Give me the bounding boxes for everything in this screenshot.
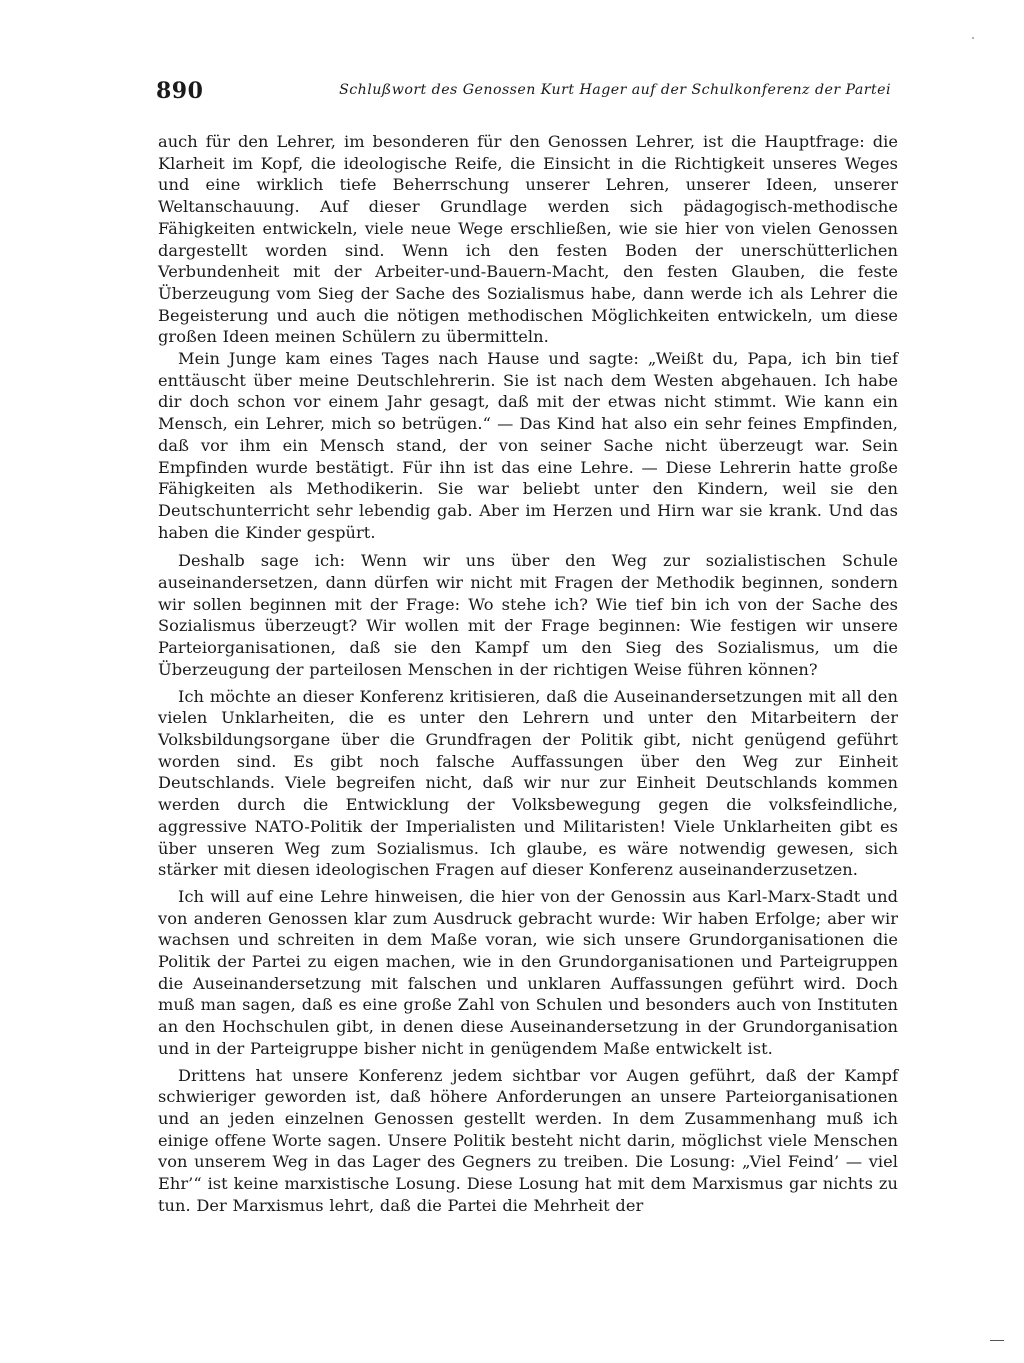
paragraph-4: Ich möchte an dieser Konferenz kritisieren, daß die Auseinandersetzungen mit all den vielen Unklarheiten, die es unter den Lehrern und unter den Mitarbeitern der Volksbildungsorgane über die Grundfragen der Politik gibt, nicht genügend geführt worden sind. Es gibt noch falsche Auffassungen über den Weg zur Einheit Deutschlands. Viele begreifen nicht, daß wir nur zur Einheit Deutschlands kommen werden durch die Entwicklung der Volksbewegung gegen die volksfeindliche, aggressive NATO-Politik der Imperialisten und Militaristen! Viele Unklarheiten gibt es über unseren Weg zum Sozialismus. Ich glaube, es wäre notwendig gewesen, sich stärker mit diesen ideologischen Fragen auf dieser Konferenz auseinanderzusetzen. bbox=[158, 686, 898, 880]
scan-mark bbox=[990, 1340, 1004, 1341]
running-head bbox=[156, 78, 891, 108]
paragraph-1: auch für den Lehrer, im besonderen für den Genossen Lehrer, ist die Hauptfrage: die Klarheit im Kopf, die ideologische Reife, die Einsicht in die Richtigkeit unseres Weges und eine wirklich tiefe Beherrschung unserer Lehren, unserer Ideen, unserer Weltanschauung. Auf dieser Grundlage werden sich pädagogisch-methodische Fähigkeiten entwickeln, viele neue Wege erschließen, wie sie hier von vielen Genossen dargestellt worden sind. Wenn ich den festen Boden der unerschütterlichen Verbundenheit mit der Arbeiter-und-Bauern-Macht, den festen Glauben, die feste Überzeugung vom Sieg der Sache des Sozialismus habe, dann werde ich als Lehrer die Begeisterung und auch die nötigen methodischen Möglichkeiten entwickeln, um diese großen Ideen meinen Schülern zu übermitteln. bbox=[158, 132, 898, 347]
body-text bbox=[158, 131, 898, 1216]
paragraph-6: Drittens hat unsere Konferenz jedem sichtbar vor Augen geführt, daß der Kampf schwieriger geworden ist, daß höhere Anforderungen an unsere Parteiorganisationen und an jeden einzelnen Genossen gestellt werden. In dem Zusammenhang muß ich einige offene Worte sagen. Unsere Politik besteht nicht darin, möglichst viele Menschen von unserem Weg in das Lager des Gegners zu treiben. Die Losung: „Viel Feind’ — viel Ehr’“ ist keine marxistische Losung. Diese Losung hat mit dem Marxismus gar nichts zu tun. Der Marxismus lehrt, daß die Partei die Mehrheit der bbox=[158, 1065, 898, 1215]
running-title: Schlußwort des Genossen Kurt Hager auf der Schulkonferenz der Partei bbox=[339, 82, 891, 98]
paragraph-2: Mein Junge kam eines Tages nach Hause und sagte: „Weißt du, Papa, ich bin tief enttäuscht über meine Deutschlehrerin. Sie ist nach dem Westen abgehauen. Ich habe dir doch schon vor einem Jahr gesagt, daß mit der etwas nicht stimmt. Wie kann ein Mensch, ein Lehrer, mich so betrügen.“ — Das Kind hat also ein sehr feines Empfinden, daß vor ihm ein Mensch stand, der von seiner Sache nicht überzeugt war. Sein Empfinden wurde bestätigt. Für ihn ist das eine Lehre. — Diese Lehrerin hatte große Fähigkeiten als Methodikerin. Sie war beliebt unter den Kindern, weil sie den Deutschunterricht sehr lebendig gab. Aber im Herzen und Hirn war sie krank. Und das haben die Kinder gespürt. bbox=[158, 349, 898, 542]
paragraph-3: Deshalb sage ich: Wenn wir uns über den Weg zur sozialistischen Schule auseinandersetzen, dann dürfen wir nicht mit Fragen der Methodik beginnen, sondern wir sollen beginnen mit der Frage: Wo stehe ich? Wie tief bin ich von der Sache des Sozialismus überzeugt? Wir wollen mit der Frage beginnen: Wie festigen wir unsere Parteiorganisationen, daß sie den Kampf um den Sieg des Sozialismus, um die Überzeugung der parteilosen Menschen in der richtigen Weise führen können? bbox=[158, 551, 898, 679]
scan-speck bbox=[972, 37, 974, 39]
paragraph-5: Ich will auf eine Lehre hinweisen, die hier von der Genossin aus Karl-Marx-Stadt und von anderen Genossen klar zum Ausdruck gebracht wurde: Wir haben Erfolge; aber wir wachsen und schreiten in dem Maße voran, wie sich unsere Grundorganisationen die Politik der Partei zu eigen machen, wie in den Grundorganisationen und Parteigruppen die Auseinandersetzung mit falschen und unklaren Auffassungen geführt wird. Doch muß man sagen, daß es eine große Zahl von Schulen und besonders auch von Instituten an den Hochschulen gibt, in denen diese Auseinandersetzung in der Grundorganisation und in der Parteigruppe bisher nicht in genügendem Maße entwickelt ist. bbox=[158, 886, 898, 1058]
page-number: 890 bbox=[156, 78, 204, 104]
